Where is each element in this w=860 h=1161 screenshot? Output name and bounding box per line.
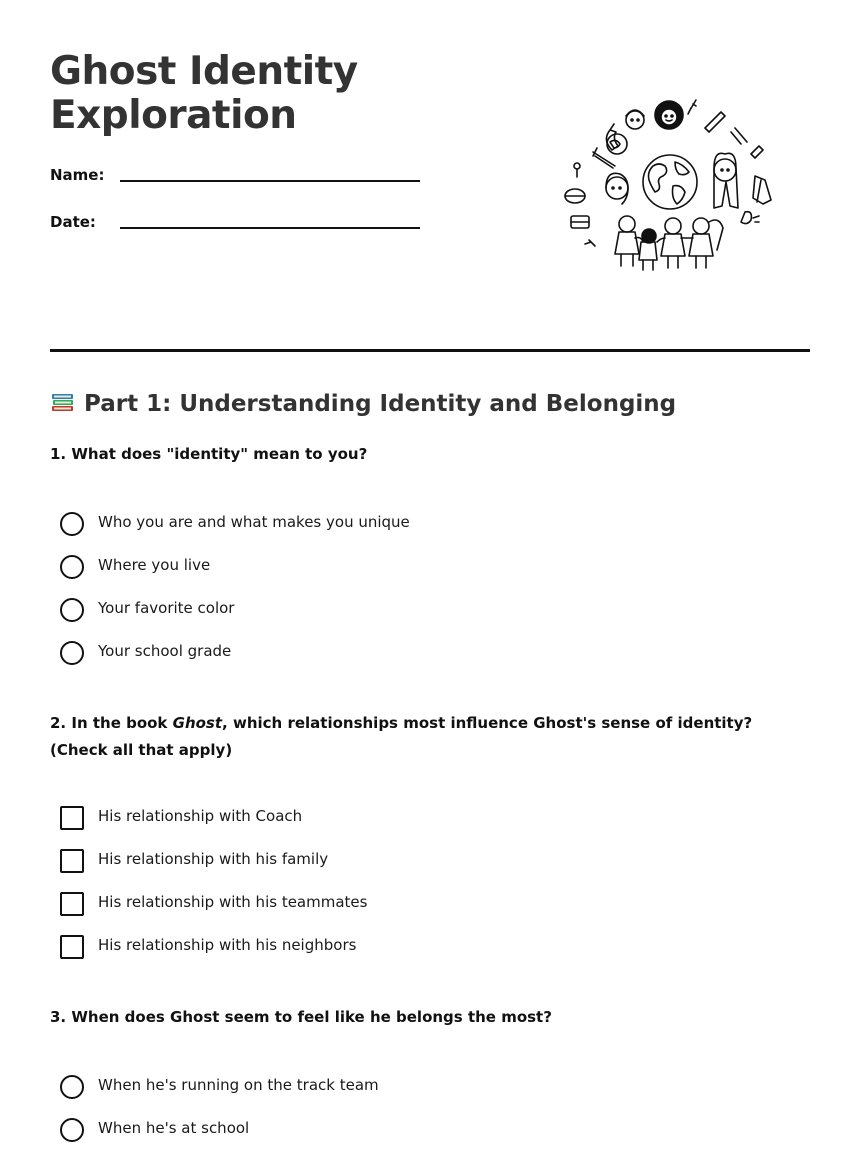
radio-button[interactable] <box>60 1118 84 1142</box>
question-3-prompt: 3. When does Ghost seem to feel like he belongs the most? <box>50 1008 552 1026</box>
name-field[interactable] <box>50 166 430 196</box>
question-3-option-1[interactable] <box>60 1073 760 1101</box>
marker-icon <box>731 128 747 144</box>
date-field[interactable] <box>50 213 430 243</box>
date-input-line[interactable] <box>120 227 420 229</box>
name-input-line[interactable] <box>120 180 420 182</box>
child-face-curly-hair-icon <box>655 101 683 129</box>
question-2-prompt-start: 2. In the book <box>50 714 173 732</box>
checkbox[interactable] <box>60 806 84 830</box>
question-1-option-2[interactable] <box>60 553 760 581</box>
question-1-prompt: 1. What does "identity" mean to you? <box>50 445 368 463</box>
option-label: Who you are and what makes you unique <box>98 513 410 531</box>
paintbrush-icon <box>705 112 725 132</box>
bottle-icon <box>751 146 763 158</box>
radio-button[interactable] <box>60 641 84 665</box>
option-label: His relationship with Coach <box>98 807 303 825</box>
radio-button[interactable] <box>60 598 84 622</box>
books-icon <box>50 388 76 414</box>
checkbox[interactable] <box>60 892 84 916</box>
option-label: Your favorite color <box>98 599 235 617</box>
question-2-option-4[interactable] <box>60 933 760 961</box>
option-label: Your school grade <box>98 642 232 660</box>
scarf-icon <box>753 176 771 204</box>
radio-button[interactable] <box>60 555 84 579</box>
question-1-option-3[interactable] <box>60 596 760 624</box>
checkbox[interactable] <box>60 935 84 959</box>
option-label: His relationship with his family <box>98 850 329 868</box>
sunglasses-icon <box>585 240 595 246</box>
maraca-icon <box>574 163 580 169</box>
question-2-prompt-end: , which relationships most influence Ghost's sense of identity? (Check all that apply) <box>50 714 753 759</box>
child-face-icon-top <box>626 110 644 129</box>
diverse-children-globe-illustration <box>555 92 785 287</box>
question-1-option-4[interactable] <box>60 639 760 667</box>
question-2-option-3[interactable] <box>60 890 760 918</box>
date-label: Date: <box>50 213 96 231</box>
question-2-option-2[interactable] <box>60 847 760 875</box>
question-1-option-1[interactable] <box>60 510 760 538</box>
checkbox[interactable] <box>60 849 84 873</box>
option-label: His relationship with his teammates <box>98 893 368 911</box>
option-label: Where you live <box>98 556 211 574</box>
pencil-icon <box>688 100 696 114</box>
book-title: Ghost <box>172 714 223 732</box>
globe-icon <box>643 155 697 209</box>
worksheet-title: Ghost Identity Exploration <box>50 49 358 138</box>
option-label: When he's at school <box>98 1119 250 1137</box>
purse-icon <box>741 212 751 224</box>
question-2-option-1[interactable] <box>60 804 760 832</box>
worksheet-page <box>50 0 810 1161</box>
option-label: His relationship with his neighbors <box>98 936 357 954</box>
section-heading <box>50 388 676 417</box>
question-2-prompt <box>50 710 800 764</box>
section-heading-text: Part 1: Understanding Identity and Belonging <box>84 391 677 417</box>
woman-long-hair-icon <box>714 153 738 208</box>
radio-button[interactable] <box>60 1075 84 1099</box>
children-holding-hands-row <box>615 216 723 270</box>
name-label: Name: <box>50 166 105 184</box>
header-divider <box>50 349 810 352</box>
radio-button[interactable] <box>60 512 84 536</box>
girl-face-icon-left <box>606 173 628 204</box>
option-label: When he's running on the track team <box>98 1076 379 1094</box>
question-3-option-2[interactable] <box>60 1116 760 1144</box>
flute-icon <box>593 148 615 168</box>
